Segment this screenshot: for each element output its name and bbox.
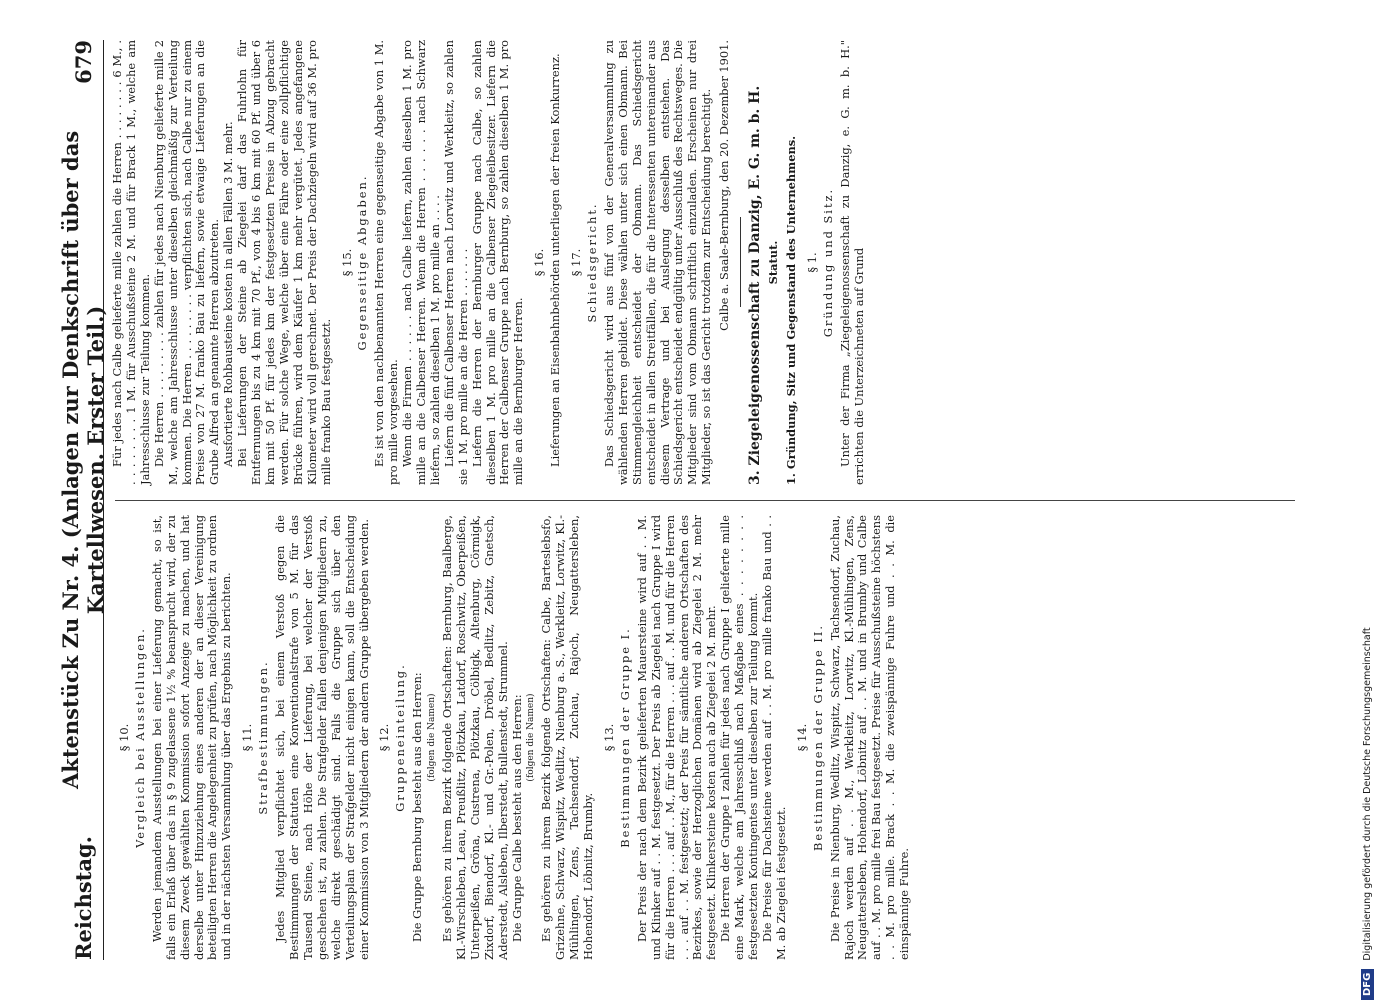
right-paragraph: Bei Lieferungen der Steine ab Ziegelei darf das Fuhrlohn für Entfernungen bis zu 4 km mit 70 Pf., von 4 bis 6 km mit 60 Pf. und über 6 km mit 50 Pf. für jedes km der festgesetzten Preise in Abzug gebracht werden. Für solche Wege, welche über eine Fähre oder eine zollpflichtige Brücke führen, wird dem Käufer 1 km mehr vergütet. Jedes angefangene Kilometer wird voll gerechnet. Der Preis der Dachziegeln wird auf 36 M. pro mille franko Bau festgesetzt. — [235, 40, 333, 485]
right-chapter-heading: 1. Gründung, Sitz und Gegenstand des Unternehmens. — [783, 135, 798, 485]
right-paragraph: Lieferungen an Eisenbahnbehörden unterliegen der freien Konkurrenz. — [548, 53, 563, 467]
left-paragraph: Der Preis der nach dem Bezirk gelieferten Mauersteine wird auf . . M. und Klinker auf . . M. festgesetzt. Der Preis ab Ziegelei nach Gruppe I wird für die Herren . . . auf . . M., für die Herren . . . auf . . M. und für die Herren . . . auf . . M. festgesetzt; der Preis für sämtliche anderen Ortschaften des Bezirkes, sowie der Herzoglichen Domänen wird ab Ziegelei 2 M. mehr festgesetzt. Klinkersteine kosten auch ab Ziegelei 2 M. mehr. — [634, 515, 719, 960]
right-paragraph: Wenn die Firmen . . . . . . nach Calbe liefern, zahlen dieselben 1 M. pro mille an die Calbenser Herren. Wenn die Herren . . . . . . nach Schwarz liefern, so zahlen dieselben 1 M. pro mille an . . . . — [400, 40, 442, 485]
right-separator-rule — [740, 218, 741, 308]
left-paragraph: Die Herren der Gruppe I zahlen für jedes nach Gruppe I gelieferte mille eine Mark, welche am Jahresschluß nach Maßgabe eines . . . . . . . . festgesetzten Kontingentes unter dieselben zur Teilung kommt. — [718, 515, 761, 960]
right-article-heading: 3. Ziegeleigenossenschaft zu Danzig, E. G. m. b. H. — [747, 85, 764, 485]
left-section-heading: Bestimmungen der Gruppe I. — [617, 627, 632, 848]
right-paragraph: Liefern die fünf Calbenser Herren nach Lorwitz und Werkleitz, so zahlen sie 1 M. pro mille an die Herren . . . . . . . — [441, 40, 470, 485]
left-paragraph: Es gehören zu ihrem Bezirk folgende Ortschaften: Calbe, Barteslebsfo, Grizehne, Schwarz, Wispitz, Wedlitz, Nienburg a. S., Werkleitz, Lorwitz, Kl.-Mühlingen, Zens, Tachsendorf, Zuchau, Rajoch, Neugattersleben, Hohendorf, Löbnitz, Brumby. — [539, 515, 596, 960]
left-section-number: § 13. — [602, 723, 616, 752]
right-section-number: § 15. — [339, 248, 354, 277]
left-note: (folgen die Namen) — [427, 693, 438, 782]
left-section-number: § 12. — [377, 723, 392, 752]
left-section-number: § 11. — [240, 723, 255, 752]
credit-text: Digitalisierung gefördert durch die Deutsche Forschungsgemeinschaft — [1361, 627, 1373, 961]
right-paragraph: Liefern die Herren der Bernburger Gruppe nach Calbe, so zahlen dieselben 1 M. pro mille an die Calbenser Ziegeleibesitzer. Liefern die Herren der Calbenser Gruppe nach Bernburg, so zahlen dieselben 1 M. pro mille an die Bernburger Herren. — [469, 40, 526, 485]
column-divider — [115, 500, 1295, 501]
left-note: (folgen die Namen) — [526, 693, 537, 782]
left-section-number: § 14. — [794, 723, 809, 752]
right-paragraph: Unter der Firma „Ziegeleigenossenschaft zu Danzig, e. G. m. b. H." errichten die Unterzeichneten auf Grund — [837, 40, 866, 485]
left-paragraph: Die Gruppe Bernburg besteht aus den Herren: — [410, 672, 425, 942]
right-section-number: § 16. — [532, 248, 547, 277]
left-paragraph: Jedes Mitglied verpflichtet sich, bei einem Verstoß gegen die Bestimmungen der Statuten eine Konventionalstrafe von 5 M. für das Tausend Steine, nach Höhe der Lieferung, bei welcher der Verstoß geschehen ist, zu zahlen. Die Strafgelder fallen denjenigen Mitgliedern zu, welche direkt geschädigt sind. Falls die Gruppe sich über den Verteilungsplan der Strafgelder nicht einigen kann, soll die Entscheidung einer Kommission von 3 Mitgliedern der andern Gruppe übergeben werden. — [273, 515, 371, 960]
page-number: 679 — [70, 40, 96, 84]
left-section-heading: Vergleich bei Ausstellungen. — [132, 627, 147, 848]
right-section-heading: Schiedsgericht. — [585, 202, 599, 323]
right-section-number: § 17. — [569, 248, 584, 277]
right-paragraph: Für jedes nach Calbe gelieferte mille zahlen die Herren . . . . . . . . 6 M., . . . . . . . . . 1 M. für Ausschußsteine 2 M. und für Brack 1 M., welche am Jahresschlusse zur Teilung kommen. — [110, 40, 152, 485]
left-column — [111, 515, 912, 960]
right-paragraph: Die Herren . . . . . . . . . zahlen für jedes nach Nienburg gelieferte mille 2 M., welche am Jahresschlusse unter dieselben gleichmäßig zur Verteilung kommen. Die Herren . . . . . . . . . verpflichten sich, nach Calbe nur zu einem Preise von 27 M. franko Bau zu liefern, sowie etwaige Lieferungen an die Grube Alfred an genannte Herren abzutreten. — [151, 40, 222, 485]
left-section-number: § 10. — [117, 723, 131, 752]
left-section-heading: Bestimmungen der Gruppe II. — [810, 624, 825, 851]
right-paragraph: Es ist von den nachbenannten Herren eine gegenseitige Abgabe von 1 M. pro mille vorgesehen. — [372, 40, 401, 485]
dfg-logo: DFG — [1361, 969, 1374, 1000]
digitization-credit — [1356, 0, 1378, 1000]
right-signoff-line: Calbe a. Saale-Bernburg, den 20. Dezember 1901. — [717, 40, 732, 331]
right-section-heading: Gegenseitige Abgaben. — [355, 174, 370, 351]
left-section-heading: Strafbestimmungen. — [256, 660, 271, 815]
left-paragraph: Werden jemandem Ausstellungen bei einer Lieferung gemacht, so ist, falls ein Erlaß über das in § 9 zugelassene 1½ % beansprucht wird, der zu diesem Zweck gewählten Kommission sofort Anzeige zu machen, und hat derselbe unter Hinzuziehung eines anderen der an dieser Vereinigung beteiligten Herren die Angelegenheit zu prüfen, nach Möglichkeit zu ordnen und in der nächsten Versammlung über das Ergebnis zu berichten. — [149, 515, 234, 960]
right-section-heading: Gründung und Sitz. — [820, 187, 835, 338]
left-paragraph: Die Preise für Dachsteine werden auf . . M. pro mille franko Bau und . . M. ab Ziegelei festgesetzt. — [759, 515, 788, 960]
right-statute-title: Statut. — [765, 240, 780, 285]
right-column — [111, 40, 866, 485]
right-paragraph: Ausfortierte Rohbausteine kosten in allen Fällen 3 M. mehr. — [221, 121, 236, 467]
header-left: Reichstag. — [70, 836, 96, 960]
document-page — [55, 0, 1325, 1000]
page-header — [58, 40, 108, 960]
left-section-heading: Gruppeneinteilung. — [393, 663, 408, 812]
left-paragraph: Die Preise in Nienburg, Wedlitz, Wispitz, Schwarz, Tachsendorf, Zuchau, Rajoch werden auf . . M., Werkleitz, Lorwitz, Kl.-Mühlingen, Zens, Neugattersleben, Hohendorf, Löbnitz auf . . M. und in Brumby und Calbe auf . . M. pro mille frei Bau festgesetzt. Preise für Ausschußsteine höchstens . . M. pro mille. Brack . . M. die zweispännige Fuhre und . . M. die einspännige Fuhre. — [827, 515, 912, 960]
right-section-number: § 1. — [804, 252, 819, 273]
header-title: Aktenstück Zu Nr. 4. (Anlagen zur Denkschrift über das Kartellwesen. Erster Teil.) — [58, 130, 108, 789]
left-paragraph: Es gehören zu ihrem Bezirk folgende Ortschaften: Bernburg, Baalberge, Kl.-Wirschleben, Leau, Preußlitz, Plötzkau, Latdorf, Roschwitz, Oberpeißen, Unterpeißen, Gröna, Custrena, Plötzkau, Cölbigk, Altenburg, Cörmigk, Zixdorf, Biendorf, Kl.- und Gr.-Polen, Dröbel, Bedlitz, Zebitz, Gnetsch, Aderstedt, Alsleben, Ilberstedt, Bullenstedt, Strummel. — [440, 515, 510, 960]
right-paragraph: Das Schiedsgericht wird aus fünf von der Generalversammlung zu wählenden Herren gebildet. Diese wählen unter sich einen Obmann. Bei Stimmengleichheit entscheidet der Obmann. Das Schiedsgericht entscheidet in allen Streitfällen, die für die Interessenten untereinander aus diesem Vertrage und bei Auslegung desselben entstehen. Das Schiedsgericht entscheidet endgültig unter Ausschluß des Rechtsweges. Die Mitglieder sind vom Obmann schriftlich einzuladen. Erscheinen nur drei Mitglieder, so ist das Gericht trotzdem zur Entscheidung berechtigt. — [601, 40, 714, 485]
left-paragraph: Die Gruppe Calbe besteht aus den Herren: — [509, 694, 524, 942]
